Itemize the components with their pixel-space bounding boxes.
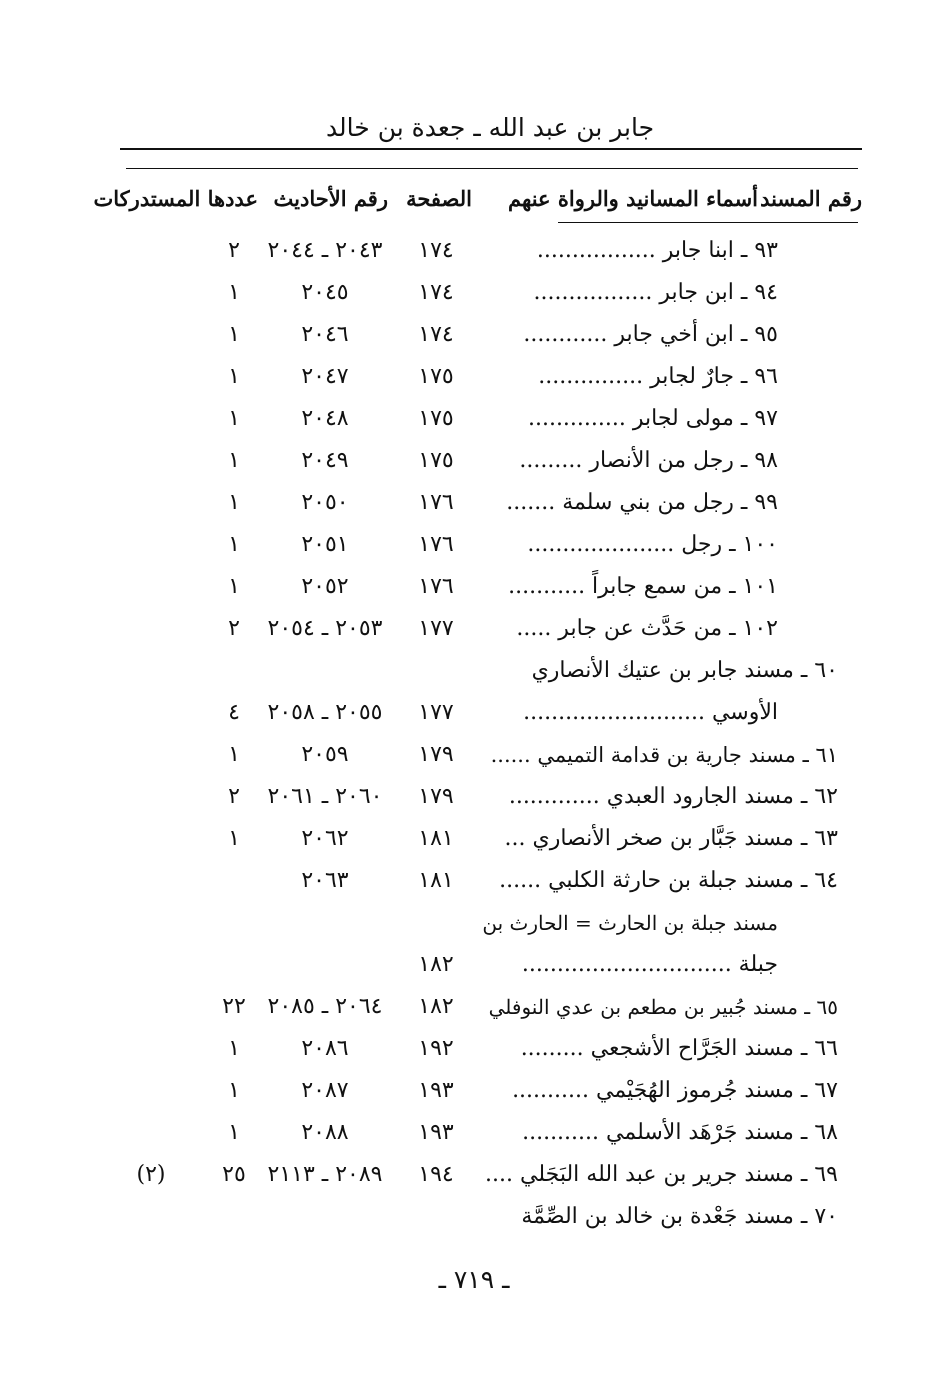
entry-count: ٢٢ (222, 994, 246, 1019)
entry-page: ١٧٧ (418, 616, 454, 641)
entry-page: ١٧٦ (418, 574, 454, 599)
running-head: جابر بن عبد الله ـ جعدة بن خالد (325, 113, 655, 142)
entry-hadith: ٢٠٤٥ (301, 280, 349, 305)
entry-page: ١٧٦ (418, 490, 454, 515)
header-underline (558, 222, 858, 223)
entry-name: ٦٠ ـ مسند جابر بن عتيك الأنصاري (531, 658, 838, 683)
entry-hadith: ٢٠٥٥ ـ ٢٠٥٨ (267, 700, 383, 725)
entry-hadith: ٢٠٤٦ (301, 322, 349, 347)
header-rule (120, 148, 862, 150)
entry-hadith: ٢٠٤٩ (301, 448, 349, 473)
entry-hadith: ٢٠٦٠ ـ ٢٠٦١ (267, 784, 383, 809)
entry-name: ١٠٢ ـ من حَدَّث عن جابر ..... (516, 616, 778, 641)
table-row (0, 694, 948, 732)
table-row (0, 988, 948, 1026)
entry-count: ١ (228, 1078, 240, 1103)
table-row (0, 652, 948, 690)
table-row (0, 862, 948, 900)
entry-hadith: ٢٠٥٩ (301, 742, 349, 767)
entry-name: ٩٣ ـ ابنا جابر ................. (536, 238, 778, 263)
table-row (0, 400, 948, 438)
entry-name: ١٠٠ ـ رجل ..................... (527, 532, 778, 557)
entry-page: ١٧٥ (418, 406, 454, 431)
entry-name: ٦٨ ـ مسند جَرْهَد الأسلمي ........... (522, 1120, 838, 1145)
entry-page: ١٩٢ (418, 1036, 454, 1061)
entry-name: مسند جبلة بن الحارث = الحارث بن (482, 911, 778, 935)
entry-hadith: ٢٠٨٧ (301, 1078, 349, 1103)
entry-name: ٦٤ ـ مسند جبلة بن حارثة الكلبي ...... (499, 868, 838, 893)
entry-count: ١ (228, 574, 240, 599)
column-header-rule (126, 168, 858, 169)
table-row (0, 610, 948, 648)
entry-hadith: ٢٠٥١ (301, 532, 349, 557)
table-row (0, 1072, 948, 1110)
table-row (0, 1114, 948, 1152)
entry-hadith: ٢٠٦٤ ـ ٢٠٨٥ (267, 994, 383, 1019)
entry-hadith: ٢٠٤٣ ـ ٢٠٤٤ (267, 238, 383, 263)
entry-page: ١٧٥ (418, 448, 454, 473)
entry-count: ١ (228, 448, 240, 473)
entry-count: ١ (228, 826, 240, 851)
table-row (0, 1030, 948, 1068)
entry-name: ٦٦ ـ مسند الجَرَّاح الأشجعي ......... (520, 1036, 838, 1061)
table-row (0, 232, 948, 270)
entry-hadith: ٢٠٨٩ ـ ٢١١٣ (267, 1162, 383, 1187)
entry-count: ٢ (228, 616, 240, 641)
entry-count: ١ (228, 364, 240, 389)
entry-name: ٦١ ـ مسند جارية بن قدامة التميمي ...... (490, 743, 838, 767)
entry-count: ٢٥ (222, 1162, 246, 1187)
entry-hadith: ٢٠٤٧ (301, 364, 349, 389)
entry-page: ١٨٢ (418, 952, 454, 977)
table-row (0, 1156, 948, 1194)
table-row (0, 274, 948, 312)
entry-name: ٦٩ ـ مسند جرير بن عبد الله البَجَلي .... (485, 1162, 838, 1187)
entry-count: ١ (228, 742, 240, 767)
entry-name: ٩٥ ـ ابن أخي جابر ............ (523, 322, 778, 347)
table-row (0, 820, 948, 858)
table-row (0, 904, 948, 942)
entry-name: ٦٢ ـ مسند الجارود العبدي ............. (508, 784, 838, 809)
entry-hadith: ٢٠٥٠ (301, 490, 349, 515)
entry-name: ٩٨ ـ رجل من الأنصار ......... (519, 448, 778, 473)
entry-hadith: ٢٠٦٣ (301, 868, 349, 893)
entry-name: ٩٩ ـ رجل من بني سلمة ....... (506, 490, 778, 515)
table-row (0, 442, 948, 480)
entry-name: ٧٠ ـ مسند جَعْدة بن خالد بن الصِّمَّة (521, 1204, 838, 1229)
entry-count: ١ (228, 322, 240, 347)
entry-hadith: ٢٠٥٣ ـ ٢٠٥٤ (267, 616, 383, 641)
entry-page: ١٧٩ (418, 742, 454, 767)
entry-count: ١ (228, 1120, 240, 1145)
entry-count: ١ (228, 490, 240, 515)
table-row (0, 946, 948, 984)
header-hadith-nos: رقم الأحاديث (273, 186, 388, 211)
entry-count: ١ (228, 1036, 240, 1061)
table-row (0, 1198, 948, 1236)
entry-count: ٢ (228, 238, 240, 263)
entry-page: ١٧٥ (418, 364, 454, 389)
entry-page: ١٧٦ (418, 532, 454, 557)
entry-count: ٤ (228, 700, 240, 725)
table-row (0, 316, 948, 354)
entry-page: ١٨١ (418, 826, 454, 851)
entry-page: ١٧٤ (418, 238, 454, 263)
header-page: الصفحة (406, 186, 472, 211)
entry-name: ٦٧ ـ مسند جُرموز الهُجَيْمي ........... (512, 1078, 838, 1103)
entry-name: ٦٣ ـ مسند جَبَّار بن صخر الأنصاري ... (504, 826, 838, 851)
entry-count: ١ (228, 406, 240, 431)
entry-istidrakat: (٢) (136, 1162, 166, 1187)
header-istidrakat: المستدركات (93, 186, 201, 211)
entry-count: ١ (228, 532, 240, 557)
entry-name: الأوسي .......................... (523, 700, 778, 725)
entry-page: ١٩٣ (418, 1120, 454, 1145)
column-headers (0, 178, 948, 222)
entry-page: ١٨٢ (418, 994, 454, 1019)
entry-page: ١٧٤ (418, 280, 454, 305)
entry-count: ٢ (228, 784, 240, 809)
table-row (0, 736, 948, 774)
entry-count: ١ (228, 280, 240, 305)
entry-page: ١٩٤ (418, 1162, 454, 1187)
header-count-istidrakat (94, 186, 258, 211)
table-row (0, 526, 948, 564)
entry-page: ١٧٤ (418, 322, 454, 347)
entry-page: ١٩٣ (418, 1078, 454, 1103)
entry-name: ١٠١ ـ من سمع جابراً ........... (508, 574, 778, 599)
table-row (0, 484, 948, 522)
table-row (0, 778, 948, 816)
entry-page: ١٧٩ (418, 784, 454, 809)
table-row (0, 568, 948, 606)
entry-page: ١٨١ (418, 868, 454, 893)
page-number: ـ ٧١٩ ـ (438, 1265, 510, 1294)
entry-name: ٩٦ ـ جارٌ لجابر ............... (538, 364, 778, 389)
table-row (0, 358, 948, 396)
entry-hadith: ٢٠٥٢ (301, 574, 349, 599)
entry-hadith: ٢٠٨٦ (301, 1036, 349, 1061)
header-count: عددها (207, 186, 258, 211)
entry-hadith: ٢٠٨٨ (301, 1120, 349, 1145)
header-names: أسماء المسانيد والرواة عنهم (508, 186, 758, 211)
entry-name: ٩٧ ـ مولى لجابر .............. (527, 406, 778, 431)
header-musnad-no: رقم المسند (760, 186, 862, 211)
entry-hadith: ٢٠٤٨ (301, 406, 349, 431)
entry-page: ١٧٧ (418, 700, 454, 725)
entry-name: جبلة .............................. (521, 952, 778, 977)
entry-name: ٦٥ ـ مسند جُبير بن مطعم بن عدي النوفلي (488, 995, 838, 1019)
entry-name: ٩٤ ـ ابن جابر ................. (533, 280, 778, 305)
entry-hadith: ٢٠٦٢ (301, 826, 349, 851)
